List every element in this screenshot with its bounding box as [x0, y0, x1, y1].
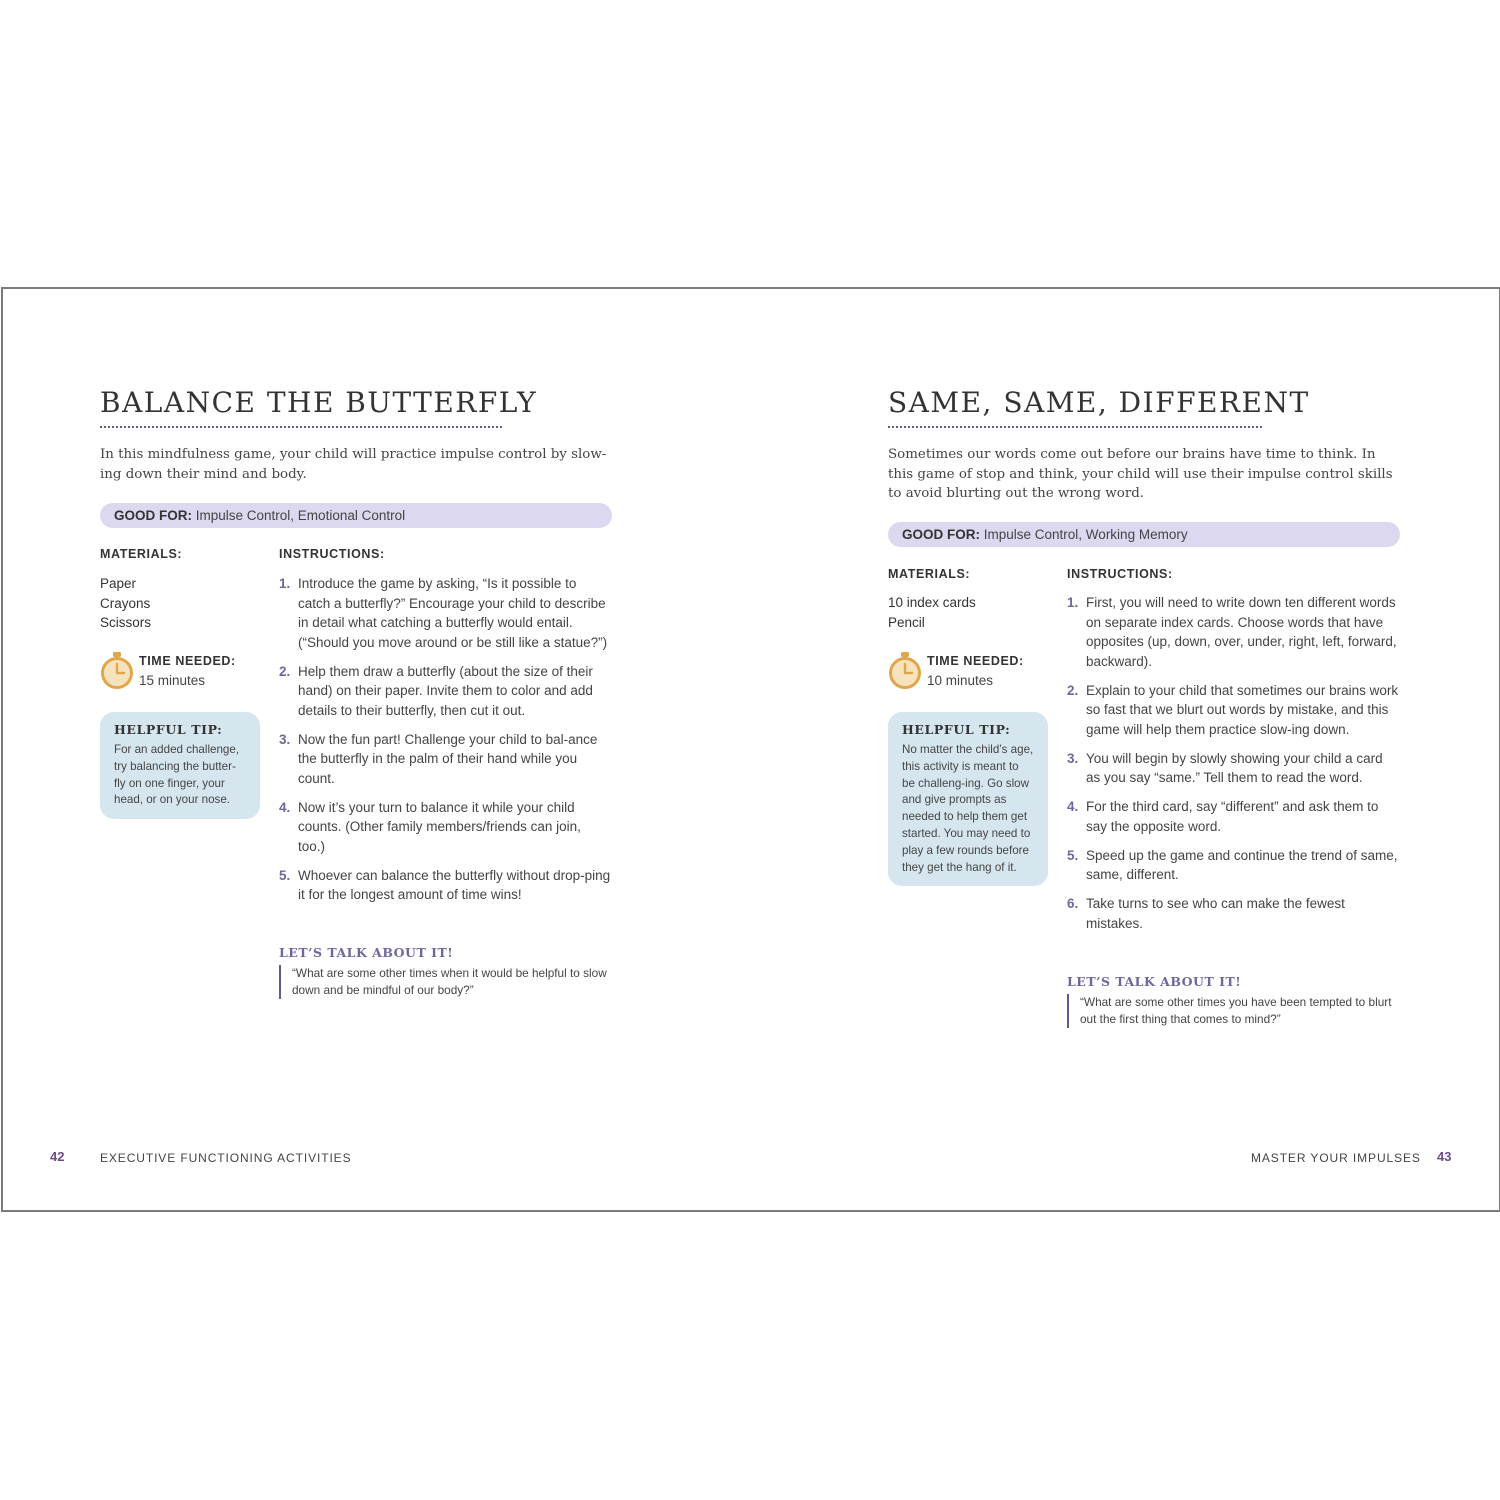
activity-intro: Sometimes our words come out before our brains have time to think. In this game of stop and think, your child will use their impulse control skills to avoid blurting out the wrong word. — [888, 447, 1393, 501]
step-number: 1. — [1067, 595, 1079, 610]
good-for-band — [888, 522, 1400, 547]
materials-heading: MATERIALS: — [888, 567, 971, 581]
right-page — [751, 289, 1499, 1210]
helpful-tip-box — [100, 712, 260, 819]
instruction-step — [279, 866, 611, 905]
step-text: Take turns to see who can make the fewest mistakes. — [1086, 896, 1345, 931]
materials-heading: MATERIALS: — [100, 547, 183, 561]
title-dotted-rule — [888, 426, 1262, 428]
book-spread — [1, 287, 1500, 1212]
good-for-label: GOOD FOR: — [114, 508, 192, 523]
activity-title: BALANCE THE BUTTERFLY — [100, 386, 538, 419]
time-needed-label: TIME NEEDED: — [927, 654, 1024, 668]
helpful-tip-title: HELPFUL TIP: — [114, 722, 223, 737]
page-number: 42 — [50, 1149, 65, 1164]
activity-intro: In this mindfulness game, your child will practice impulse control by slow-ing down their mind and body. — [100, 447, 607, 482]
left-page — [3, 289, 751, 1210]
step-number: 4. — [279, 799, 291, 815]
materials-list — [888, 593, 1058, 632]
stopwatch-icon — [888, 651, 922, 689]
good-for-label: GOOD FOR: — [902, 527, 980, 542]
time-needed-value: 10 minutes — [927, 673, 994, 688]
good-for-value: Impulse Control, Working Memory — [983, 527, 1188, 542]
material-item: Scissors — [100, 615, 152, 630]
helpful-tip-text: No matter the child’s age, this activity is meant to be challeng-ing. Go slow and give prompts as needed to help them get started. You may need to play a few rounds before they get the hang of it. — [902, 743, 1034, 874]
step-text: Now the fun part! Challenge your child to bal-ance the butterfly in the palm of their hand while you count. — [298, 731, 598, 786]
instruction-step — [1067, 846, 1399, 885]
instruction-step — [1067, 749, 1399, 788]
material-item: Paper — [100, 576, 137, 591]
step-number: 1. — [279, 576, 291, 591]
time-needed-label: TIME NEEDED: — [139, 654, 236, 668]
instruction-step — [279, 662, 611, 721]
step-number: 5. — [279, 867, 291, 883]
step-text: Help them draw a butterfly (about the size of their hand) on their paper. Invite them to color and add details to their butterfly, then cut it out. — [298, 663, 593, 718]
instructions-heading: INSTRUCTIONS: — [279, 547, 385, 561]
instructions-heading: INSTRUCTIONS: — [1067, 567, 1173, 581]
instruction-step — [1067, 797, 1399, 836]
step-text: You will begin by slowly showing your child a card as you say “same.” Tell them to read the word. — [1086, 750, 1383, 785]
step-number: 3. — [279, 731, 291, 747]
step-text: Introduce the game by asking, “Is it possible to catch a butterfly?” Encourage your child to describe in detail what catching a butterfly would entail. (“Should you move around or be still like a statue?”) — [298, 576, 608, 650]
good-for-band — [100, 503, 612, 528]
material-item: 10 index cards — [888, 595, 976, 610]
instructions-list — [1067, 593, 1399, 943]
running-footer: MASTER YOUR IMPULSES — [1251, 1151, 1421, 1165]
instruction-step — [1067, 593, 1399, 671]
step-number: 3. — [1067, 750, 1079, 766]
lets-talk-heading: LET’S TALK ABOUT IT! — [279, 945, 454, 960]
good-for-value: Impulse Control, Emotional Control — [195, 508, 406, 523]
step-number: 4. — [1067, 799, 1079, 814]
step-text: Whoever can balance the butterfly without drop-ping it for the longest amount of time wins! — [298, 867, 611, 902]
step-text: Explain to your child that sometimes our brains work so fast that we blurt out words by mistake, and this game will help them practice slow-ing down. — [1086, 682, 1399, 737]
step-text: For the third card, say “different” and ask them to say the opposite word. — [1086, 799, 1379, 834]
instruction-step — [279, 730, 611, 789]
step-text: First, you will need to write down ten different words on separate index cards. Choose words that have opposites (up, down, over, under, right, left, forward, backward). — [1086, 595, 1397, 669]
material-item: Crayons — [100, 595, 151, 611]
running-footer: EXECUTIVE FUNCTIONING ACTIVITIES — [100, 1151, 352, 1165]
activity-title: SAME, SAME, DIFFERENT — [888, 386, 1310, 419]
lets-talk-quote: “What are some other times when it would be helpful to slow down and be mindful of our body?” — [279, 965, 612, 999]
instruction-step — [1067, 894, 1399, 933]
instruction-step — [279, 574, 611, 652]
step-text: Speed up the game and continue the trend of same, same, different. — [1086, 847, 1398, 882]
instruction-step — [279, 798, 611, 857]
step-number: 2. — [279, 663, 291, 679]
lets-talk-heading: LET’S TALK ABOUT IT! — [1067, 974, 1242, 989]
stopwatch-icon — [100, 651, 134, 689]
helpful-tip-box — [888, 712, 1048, 886]
step-number: 6. — [1067, 896, 1079, 911]
instruction-step — [1067, 681, 1399, 740]
instructions-list — [279, 574, 611, 914]
step-number: 2. — [1067, 682, 1079, 698]
helpful-tip-text: For an added challenge, try balancing the butter-fly on one finger, your head, or on your nose. — [114, 743, 240, 807]
material-item: Pencil — [888, 614, 925, 630]
title-dotted-rule — [100, 426, 502, 428]
page-number: 43 — [1437, 1149, 1452, 1164]
materials-list — [100, 574, 270, 633]
time-needed-value: 15 minutes — [139, 673, 206, 688]
step-text: Now it’s your turn to balance it while your child counts. (Other family members/friends can join, too.) — [298, 799, 581, 854]
helpful-tip-title: HELPFUL TIP: — [902, 722, 1011, 737]
step-number: 5. — [1067, 847, 1079, 863]
lets-talk-quote: “What are some other times you have been tempted to blurt out the first thing that comes to mind?” — [1067, 994, 1400, 1028]
